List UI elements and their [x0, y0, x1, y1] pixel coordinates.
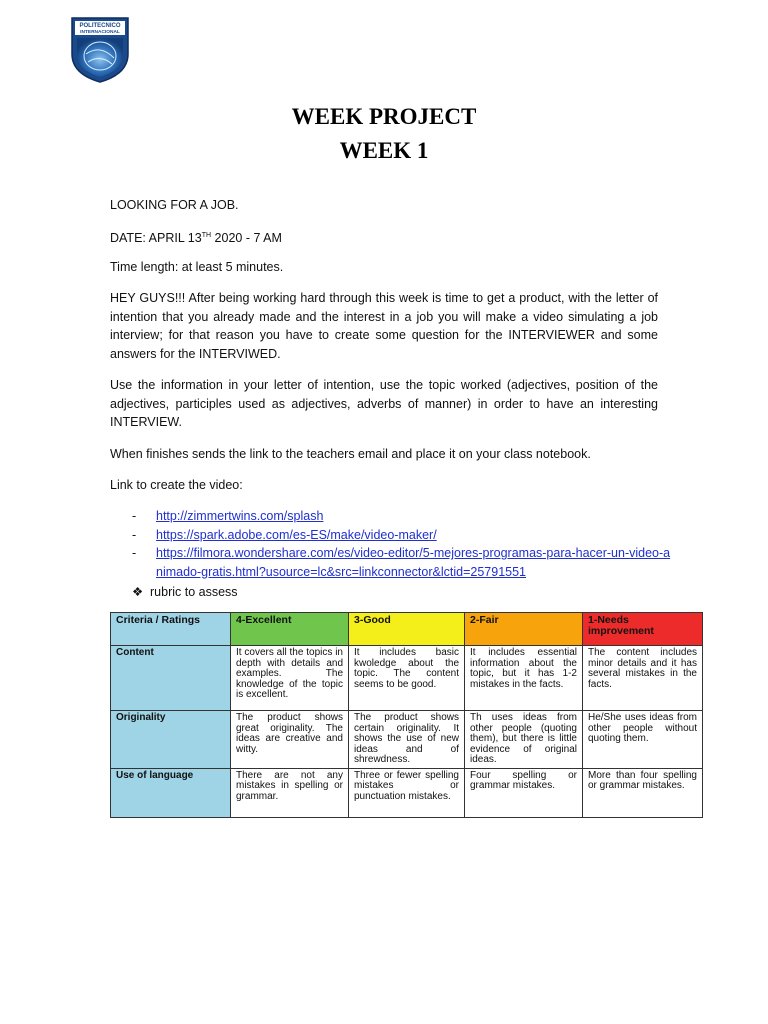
diamond-bullet-icon: ❖ — [132, 585, 144, 599]
time-length: Time length: at least 5 minutes. — [110, 260, 284, 274]
svg-text:POLITECNICO: POLITECNICO — [79, 23, 121, 29]
table-cell: Four spelling or grammar mistakes. — [465, 768, 583, 817]
table-cell: It covers all the topics in depth with details and examples. The knowledge of the topic is excellent. — [231, 646, 349, 711]
table-cell: Th uses ideas from other people (quoting them), but there is little evidence of original ideas. — [465, 711, 583, 769]
link-filmora[interactable]: https://filmora.wondershare.com/es/video-editor/5-mejores-programas-para-hacer-un-video-animado-gratis.html?usource=lc&src=linkconnector&lctid=25791551 — [156, 546, 671, 579]
table-cell: The product shows certain originality. It shows the use of new ideas and of shrewdness. — [349, 711, 465, 769]
criteria-content: Content — [111, 646, 231, 711]
rubric-table — [110, 612, 703, 818]
criteria-use-of-language: Use of language — [111, 768, 231, 817]
page-subtitle: WEEK 1 — [339, 138, 429, 163]
table-cell: The product shows great originality. The ideas are creative and witty. — [231, 711, 349, 769]
header-excellent: 4-Excellent — [231, 613, 349, 646]
table-cell: It includes essential information about the topic, but it has 1-2 mistakes in the facts. — [465, 646, 583, 711]
table-cell: More than four spelling or grammar mistakes. — [583, 768, 703, 817]
table-header-row — [111, 613, 703, 646]
header-criteria: Criteria / Ratings — [111, 613, 231, 646]
table-row — [111, 646, 703, 711]
date-suffix: 2020 - 7 AM — [211, 231, 282, 246]
instructions-paragraph-1: HEY GUYS!!! After being working hard through this week is time to get a product, with the letter of intention that you already made and the interest in a job you will make a video simulating a job interview; for that reason you have to create some question for the INTERVIEWER and some answers for the INTERVIWED. — [110, 291, 658, 361]
list-item: - https://spark.adobe.com/es-ES/make/video-maker/ — [132, 527, 437, 542]
header-needs-improvement: 1-Needs improvement — [583, 613, 703, 646]
link-adobe-spark[interactable]: https://spark.adobe.com/es-ES/make/video-maker/ — [156, 527, 437, 542]
table-cell: He/She uses ideas from other people without quoting them. — [583, 711, 703, 769]
criteria-originality: Originality — [111, 711, 231, 769]
topic-line: LOOKING FOR A JOB. — [110, 198, 239, 212]
date-prefix: DATE: APRIL 13 — [110, 231, 202, 246]
date-superscript: TH — [201, 232, 212, 239]
link-intro: Link to create the video: — [110, 478, 243, 492]
rubric-label-text: rubric to assess — [150, 585, 238, 599]
instructions-paragraph-3: When finishes sends the link to the teachers email and place it on your class notebook. — [110, 447, 591, 461]
table-row — [111, 711, 703, 769]
page-title: WEEK PROJECT — [291, 104, 477, 129]
table-cell: It includes basic kwoledge about the topic. The content seems to be good. — [349, 646, 465, 711]
link-list — [132, 507, 676, 581]
table-row — [111, 768, 703, 817]
header-good: 3-Good — [349, 613, 465, 646]
instructions-paragraph-2: Use the information in your letter of intention, use the topic worked (adjectives, position of the adjectives, participles used as adjectives, adverbs of manner) in order to have an interesting INTERVIEW. — [110, 378, 658, 429]
list-item: - http://zimmertwins.com/splash — [132, 509, 324, 523]
link-zimmertwins[interactable]: http://zimmertwins.com/splash — [156, 509, 324, 523]
table-cell: There are not any mistakes in spelling or grammar. — [231, 768, 349, 817]
header-fair: 2-Fair — [465, 613, 583, 646]
shield-icon — [68, 14, 132, 84]
school-logo — [68, 14, 132, 84]
table-cell: The content includes minor details and it has several mistakes in the facts. — [583, 646, 703, 711]
table-cell: Three or fewer spelling mistakes or punctuation mistakes. — [349, 768, 465, 817]
list-item: - https://filmora.wondershare.com/es/video-editor/5-mejores-programas-para-hacer-un-video-animado-gratis.html?usource=lc&src=linkconnector&lctid=25791551 — [132, 546, 671, 579]
rubric-label — [132, 584, 238, 599]
date-line — [110, 227, 658, 248]
svg-text:INTERNACIONAL: INTERNACIONAL — [80, 30, 120, 35]
